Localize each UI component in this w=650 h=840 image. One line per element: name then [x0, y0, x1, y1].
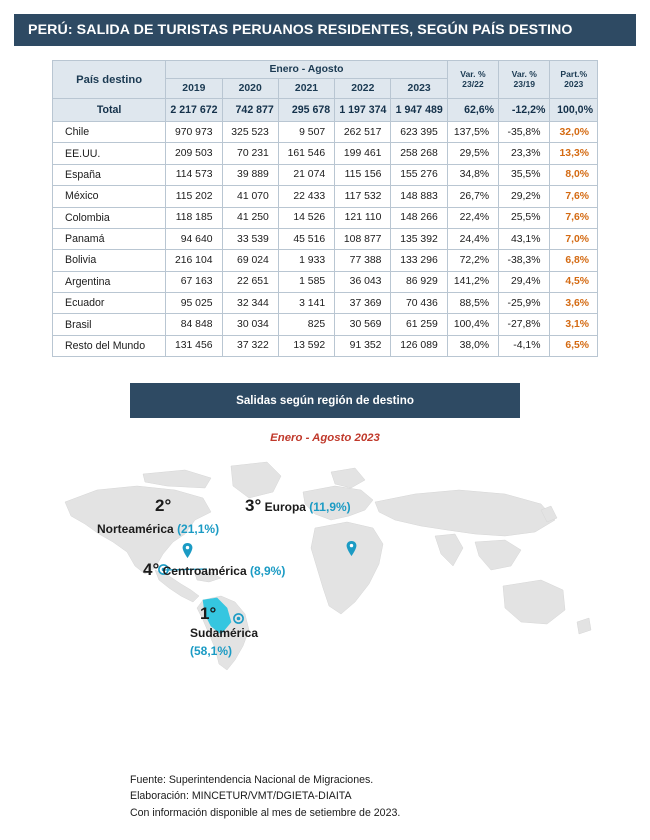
label-sudamerica — [190, 626, 258, 640]
label-sudamerica-rank — [200, 604, 216, 624]
row-4-part: 7,6% — [550, 207, 598, 228]
row-9-2021: 825 — [278, 314, 334, 335]
row-5-var-2319: 43,1% — [499, 228, 550, 249]
row-4-2020: 41 250 — [222, 207, 278, 228]
header-year-2021: 2021 — [278, 79, 334, 99]
row-7-var-2322: 141,2% — [447, 271, 498, 292]
region-pct-sudamerica: (58,1%) — [190, 644, 233, 659]
row-1-var-2322: 29,5% — [447, 143, 498, 164]
label-sudamerica-pct — [190, 644, 232, 658]
row-2-2023: 155 276 — [391, 164, 447, 185]
row-4-2019: 118 185 — [166, 207, 222, 228]
total-var-2322: 62,6% — [447, 99, 498, 122]
row-9-part: 3,1% — [550, 314, 598, 335]
header-var-2322-line2: 23/22 — [462, 78, 484, 89]
row-5-var-2322: 24,4% — [447, 228, 498, 249]
row-10-2021: 13 592 — [278, 335, 334, 356]
row-7-2022: 36 043 — [335, 271, 391, 292]
table-row — [53, 335, 598, 356]
row-10-2023: 126 089 — [391, 335, 447, 356]
row-6-2021: 1 933 — [278, 250, 334, 271]
footer-availability: Con información disponible al mes de setiembre de 2023. — [130, 806, 401, 819]
table-row — [53, 228, 598, 249]
row-2-var-2319: 35,5% — [499, 164, 550, 185]
table-body — [53, 99, 598, 357]
table-row-total — [53, 99, 598, 122]
row-10-2020: 37 322 — [222, 335, 278, 356]
table-row — [53, 207, 598, 228]
pin-europa — [346, 541, 357, 556]
header-part-line2: 2023 — [564, 78, 584, 89]
header-var-2322 — [447, 61, 498, 99]
row-7-2020: 22 651 — [222, 271, 278, 292]
data-table-container — [52, 60, 598, 357]
row-0-part: 32,0% — [550, 122, 598, 143]
pin-sudamerica — [233, 611, 244, 626]
table-row — [53, 186, 598, 207]
row-8-2019: 95 025 — [166, 293, 222, 314]
row-9-var-2319: -27,8% — [499, 314, 550, 335]
world-map-graphic — [35, 450, 615, 678]
row-8-part: 3,6% — [550, 293, 598, 314]
row-7-2021: 1 585 — [278, 271, 334, 292]
table-row — [53, 143, 598, 164]
row-9-2022: 30 569 — [335, 314, 391, 335]
total-part: 100,0% — [550, 99, 598, 122]
row-2-country: España — [53, 164, 166, 185]
header-var-2322-line1: Var. % — [460, 68, 486, 79]
row-1-2023: 258 268 — [391, 143, 447, 164]
row-2-2019: 114 573 — [166, 164, 222, 185]
row-10-var-2322: 38,0% — [447, 335, 498, 356]
row-3-2022: 117 532 — [335, 186, 391, 207]
row-4-2021: 14 526 — [278, 207, 334, 228]
table-header — [53, 61, 598, 99]
row-2-part: 8,0% — [550, 164, 598, 185]
row-3-2021: 22 433 — [278, 186, 334, 207]
row-2-2021: 21 074 — [278, 164, 334, 185]
region-name-europa: Europa — [264, 500, 306, 515]
label-norteamerica-rank — [155, 496, 171, 516]
region-pct-europa: (11,9%) — [309, 500, 351, 515]
row-9-2023: 61 259 — [391, 314, 447, 335]
row-5-country: Panamá — [53, 228, 166, 249]
row-5-2021: 45 516 — [278, 228, 334, 249]
region-rank-2: 2° — [155, 496, 172, 516]
header-year-2019: 2019 — [166, 79, 222, 99]
row-0-country: Chile — [53, 122, 166, 143]
total-2021: 295 678 — [278, 99, 334, 122]
region-period: Enero - Agosto 2023 — [270, 432, 380, 445]
row-6-2023: 133 296 — [391, 250, 447, 271]
row-8-2022: 37 369 — [335, 293, 391, 314]
row-8-country: Ecuador — [53, 293, 166, 314]
table-row — [53, 314, 598, 335]
header-part — [550, 61, 598, 99]
row-6-part: 6,8% — [550, 250, 598, 271]
header-part-line1: Part.% — [560, 68, 588, 79]
row-3-var-2322: 26,7% — [447, 186, 498, 207]
row-7-2023: 86 929 — [391, 271, 447, 292]
footer-notes — [130, 772, 400, 821]
region-rank-1: 1° — [200, 604, 217, 624]
row-5-part: 7,0% — [550, 228, 598, 249]
header-var-2319-line2: 23/19 — [513, 78, 536, 89]
row-9-2019: 84 848 — [166, 314, 222, 335]
row-2-var-2322: 34,8% — [447, 164, 498, 185]
row-0-2023: 623 395 — [391, 122, 447, 143]
row-9-country: Brasil — [53, 314, 166, 335]
row-3-2023: 148 883 — [391, 186, 447, 207]
header-year-2023: 2023 — [391, 79, 447, 99]
row-4-var-2319: 25,5% — [499, 207, 550, 228]
row-5-2023: 135 392 — [391, 228, 447, 249]
row-0-var-2322: 137,5% — [447, 122, 498, 143]
row-1-2021: 161 546 — [278, 143, 334, 164]
row-0-2021: 9 507 — [278, 122, 334, 143]
row-0-2022: 262 517 — [335, 122, 391, 143]
row-4-2022: 121 110 — [335, 207, 391, 228]
row-1-var-2319: 23,3% — [499, 143, 550, 164]
row-3-2019: 115 202 — [166, 186, 222, 207]
row-1-2020: 70 231 — [222, 143, 278, 164]
row-10-var-2319: -4,1% — [499, 335, 550, 356]
row-7-2019: 67 163 — [166, 271, 222, 292]
table-row — [53, 164, 598, 185]
row-0-var-2319: -35,8% — [499, 122, 550, 143]
region-pct-norteamerica: (21,1%) — [177, 522, 220, 537]
row-9-2020: 30 034 — [222, 314, 278, 335]
region-banner: Salidas según región de destino — [130, 383, 520, 418]
row-8-var-2322: 88,5% — [447, 293, 498, 314]
row-7-country: Argentina — [53, 271, 166, 292]
row-8-2021: 3 141 — [278, 293, 334, 314]
row-10-2022: 91 352 — [335, 335, 391, 356]
label-europa — [245, 496, 351, 516]
row-1-country: EE.UU. — [53, 143, 166, 164]
total-var-2319: -12,2% — [499, 99, 550, 122]
total-2022: 1 197 374 — [335, 99, 391, 122]
row-10-2019: 131 456 — [166, 335, 222, 356]
world-map — [35, 450, 615, 678]
table-row — [53, 293, 598, 314]
row-10-country: Resto del Mundo — [53, 335, 166, 356]
page-title: PERÚ: SALIDA DE TURISTAS PERUANOS RESIDENTES, SEGÚN PAÍS DESTINO — [14, 14, 636, 46]
header-country: País destino — [53, 61, 166, 99]
row-2-2020: 39 889 — [222, 164, 278, 185]
total-label: Total — [53, 99, 166, 122]
row-5-2020: 33 539 — [222, 228, 278, 249]
table-row — [53, 250, 598, 271]
row-5-2019: 94 640 — [166, 228, 222, 249]
total-2019: 2 217 672 — [166, 99, 222, 122]
region-rank-3: 3° — [245, 496, 262, 516]
region-pct-centroamerica: (8,9%) — [250, 564, 286, 579]
region-name-centroamerica: Centroamérica — [162, 564, 247, 579]
row-6-2020: 69 024 — [222, 250, 278, 271]
row-1-2019: 209 503 — [166, 143, 222, 164]
header-year-2022: 2022 — [335, 79, 391, 99]
footer-source: Fuente: Superintendencia Nacional de Migraciones. — [130, 774, 374, 786]
row-6-var-2322: 72,2% — [447, 250, 498, 271]
row-8-2020: 32 344 — [222, 293, 278, 314]
label-norteamerica — [97, 522, 219, 536]
row-0-2019: 970 973 — [166, 122, 222, 143]
row-7-var-2319: 29,4% — [499, 271, 550, 292]
region-name-sudamerica: Sudamérica — [190, 626, 259, 641]
row-4-var-2322: 22,4% — [447, 207, 498, 228]
row-1-part: 13,3% — [550, 143, 598, 164]
header-var-2319 — [499, 61, 550, 99]
row-2-2022: 115 156 — [335, 164, 391, 185]
row-4-country: Colombia — [53, 207, 166, 228]
row-0-2020: 325 523 — [222, 122, 278, 143]
table-row — [53, 122, 598, 143]
total-2020: 742 877 — [222, 99, 278, 122]
header-var-2319-line1: Var. % — [511, 68, 537, 79]
row-8-2023: 70 436 — [391, 293, 447, 314]
row-6-2019: 216 104 — [166, 250, 222, 271]
row-1-2022: 199 461 — [335, 143, 391, 164]
row-3-country: México — [53, 186, 166, 207]
row-7-part: 4,5% — [550, 271, 598, 292]
row-9-var-2322: 100,4% — [447, 314, 498, 335]
header-year-2020: 2020 — [222, 79, 278, 99]
departures-table — [52, 60, 598, 357]
footer-elaboration: Elaboración: MINCETUR/VMT/DGIETA-DIAITA — [130, 790, 352, 803]
pin-norteamerica — [182, 543, 193, 558]
row-8-var-2319: -25,9% — [499, 293, 550, 314]
region-rank-4: 4° — [143, 560, 160, 580]
region-name-norteamerica: Norteamérica — [97, 522, 174, 537]
row-3-var-2319: 29,2% — [499, 186, 550, 207]
total-2023: 1 947 489 — [391, 99, 447, 122]
row-3-2020: 41 070 — [222, 186, 278, 207]
row-3-part: 7,6% — [550, 186, 598, 207]
row-6-country: Bolivia — [53, 250, 166, 271]
header-period: Enero - Agosto — [166, 61, 448, 79]
label-centroamerica — [143, 560, 285, 580]
table-row — [53, 271, 598, 292]
row-10-part: 6,5% — [550, 335, 598, 356]
row-5-2022: 108 877 — [335, 228, 391, 249]
row-4-2023: 148 266 — [391, 207, 447, 228]
row-6-var-2319: -38,3% — [499, 250, 550, 271]
row-6-2022: 77 388 — [335, 250, 391, 271]
